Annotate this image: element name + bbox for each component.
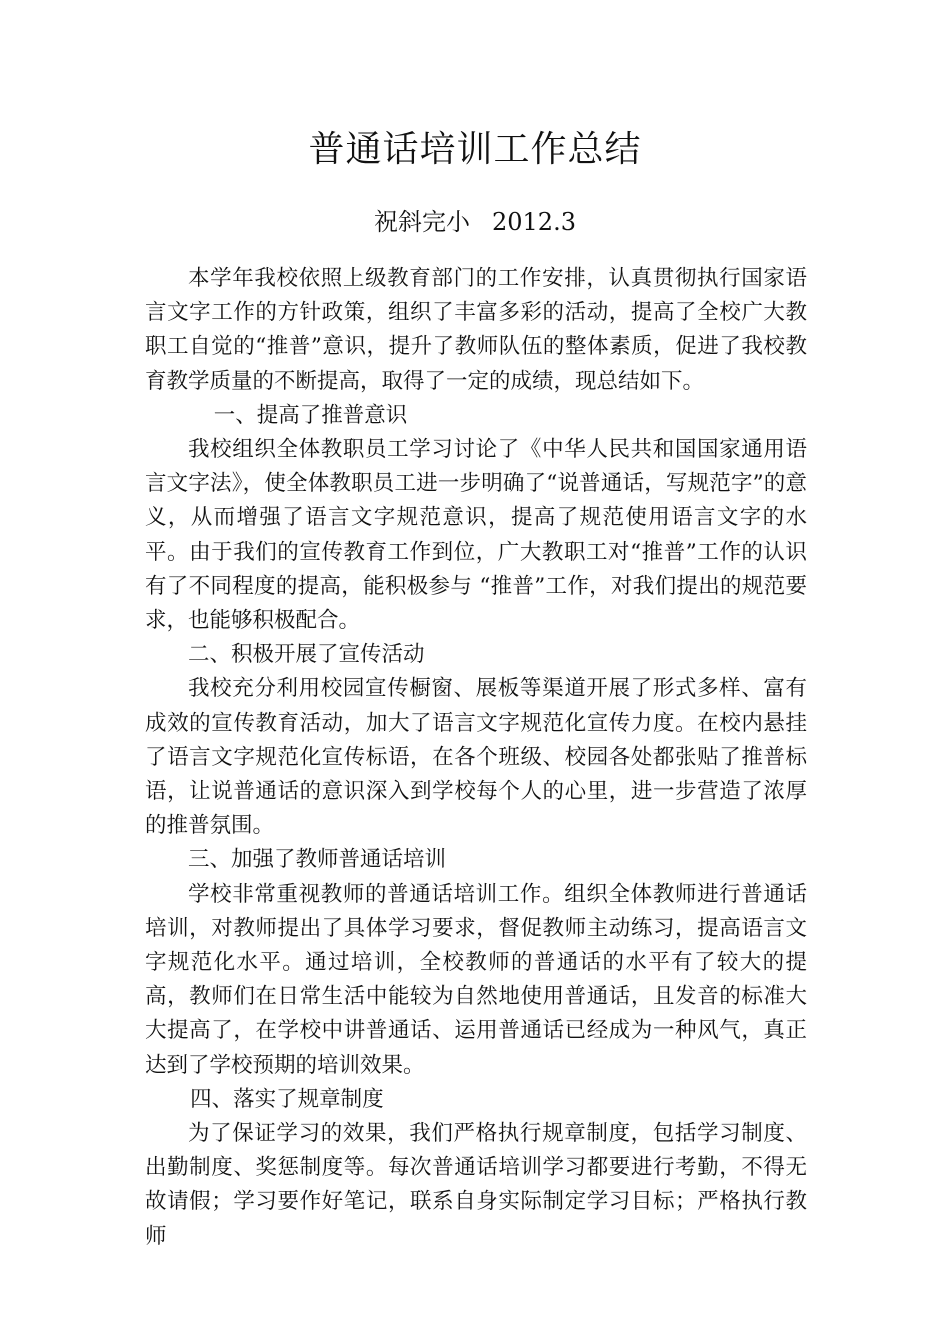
- section-paragraph-2: 我校充分利用校园宣传橱窗、展板等渠道开展了形式多样、富有成效的宣传教育活动，加大了语言文字规范化宣传力度。在校内悬挂了语言文字规范化宣传标语，在各个班级、校园各处都张贴了推普标语，让说普通话的意识深入到学校每个人的心里，进一步营造了浓厚的推普氛围。: [145, 676, 807, 839]
- document-date: 2012.3: [492, 208, 576, 236]
- section-paragraph-4: 为了保证学习的效果，我们严格执行规章制度，包括学习制度、出勤制度、奖惩制度等。每次普通话培训学习都要进行考勤，不得无故请假；学习要作好笔记，联系自身实际制定学习目标；严格执行教师: [145, 1121, 807, 1249]
- section-heading-4: 四、落实了规章制度: [190, 1086, 384, 1112]
- document-title: 普通话培训工作总结: [308, 129, 642, 170]
- section-heading-2: 二、积极开展了宣传活动: [188, 642, 425, 668]
- author-name: 祝斜完小: [374, 208, 470, 236]
- intro-paragraph: 本学年我校依照上级教育部门的工作安排，认真贯彻执行国家语言文字工作的方针政策，组织了丰富多彩的活动，提高了全校广大教职工自觉的“推普”意识，提升了教师队伍的整体素质，促进了我校教育教学质量的不断提高，取得了一定的成绩，现总结如下。: [145, 266, 807, 394]
- section-heading-1: 一、提高了推普意识: [213, 402, 408, 428]
- section-paragraph-1: 我校组织全体教职员工学习讨论了《中华人民共和国国家通用语言文字法》，使全体教职员工进一步明确了“说普通话，写规范字”的意义，从而增强了语言文字规范意识，提高了规范使用语言文字的水平。由于我们的宣传教育工作到位，广大教职工对“推普”工作的认识有了不同程度的提高，能积极参与 “推普”工作，对我们提出的规范要求，也能够积极配合。: [145, 437, 807, 634]
- document-byline: [0, 202, 950, 242]
- section-heading-3: 三、加强了教师普通话培训: [188, 847, 447, 873]
- section-paragraph-3: 学校非常重视教师的普通话培训工作。组织全体教师进行普通话培训，对教师提出了具体学习要求，督促教师主动练习，提高语言文字规范化水平。通过培训，全校教师的普通话的水平有了较大的提高，教师们在日常生活中能较为自然地使用普通话，且发音的标准大大提高了，在学校中讲普通话、运用普通话已经成为一种风气，真正达到了学校预期的培训效果。: [145, 881, 807, 1078]
- document-body: [145, 262, 807, 1254]
